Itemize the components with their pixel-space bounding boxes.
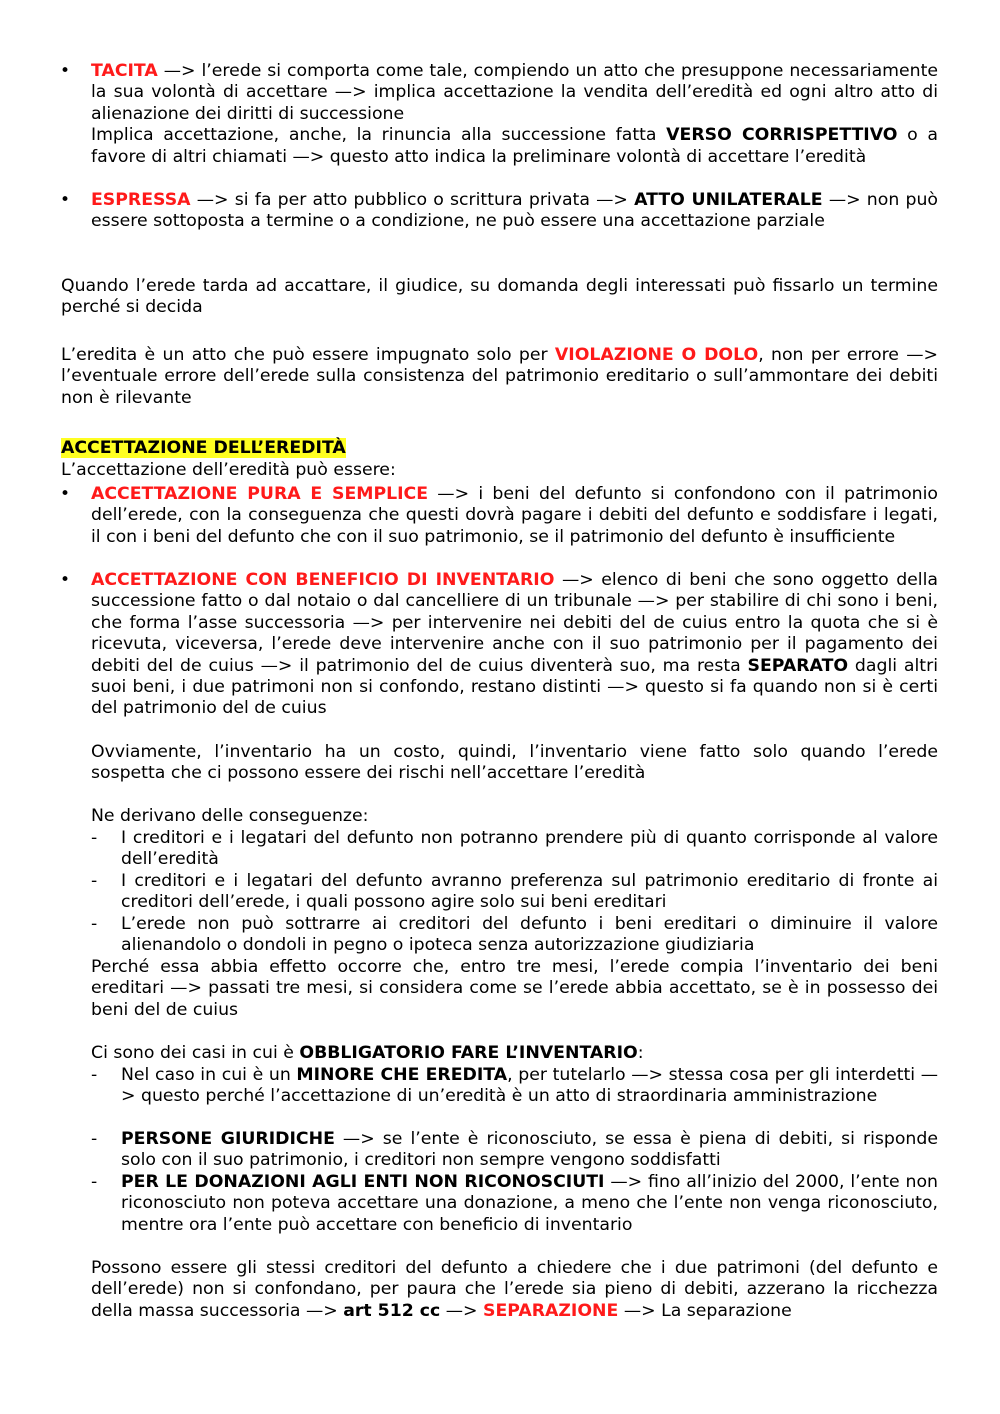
bullet: • [60, 61, 71, 81]
strong-minore: MINORE CHE EREDITA [296, 1065, 508, 1085]
bullet: • [60, 190, 71, 210]
paragraph-costo: Ovviamente, l’inventario ha un costo, quindi, l’inventario viene fatto solo quando l’erede sospetta che ci possono essere dei rischi nell’accettare l’eredità [91, 742, 938, 784]
impugnazione-text-2: , non per errore —> l’eventuale errore dell’erede sulla consistenza del patrimonio ereditario o sull’ammontare dei debiti non è rilevante [61, 345, 938, 408]
conseguenza-item: I creditori e i legatari del defunto non potranno prendere più di quanto corrisponde al valore dell’eredità [121, 828, 938, 870]
obbligatorio-item-donazioni [121, 1172, 938, 1236]
list-item-beneficio-inventario [91, 570, 938, 720]
dash-marker: - [91, 828, 98, 848]
term-separazione: SEPARAZIONE [483, 1300, 619, 1321]
bullet: • [60, 484, 71, 504]
dash-marker: - [91, 1129, 98, 1149]
conseguenza-item: I creditori e i legatari del defunto avranno preferenza sul patrimonio ereditario di fronte ai creditori dell’erede, i quali possono agire solo sui beni ereditari [121, 871, 938, 913]
separazione-arrow: —> [440, 1300, 484, 1321]
term-pura-semplice: ACCETTAZIONE PURA E SEMPLICE [91, 484, 429, 504]
dash-marker: - [91, 1065, 98, 1085]
tacita-text-2: Implica accettazione, anche, la rinuncia alla successione fatta [91, 125, 667, 146]
term-violazione-dolo: VIOLAZIONE O DOLO [554, 345, 759, 365]
persone-text: —> se l’ente è riconosciuto, se essa è piena di debiti, si risponde solo con il suo patrimonio, i creditori non sempre vengono soddisfatti [121, 1129, 938, 1171]
espressa-text-2: —> non può essere sottoposta a termine o a condizione, ne può essere una accettazione parziale [91, 190, 938, 232]
minore-text-2: , per tutelarlo —> stessa cosa per gli interdetti —> questo perché l’accettazione di un’eredità è un atto di straordinaria amministrazione [121, 1065, 938, 1107]
separazione-text-2: —> La separazione [618, 1300, 792, 1321]
dash-marker: - [91, 871, 98, 891]
bullet: • [60, 570, 71, 590]
heading-accettazione: ACCETTAZIONE DELL’EREDITÀ [61, 438, 346, 458]
strong-verso-corrispettivo: VERSO CORRISPETTIVO [666, 125, 898, 146]
term-beneficio-inventario: ACCETTAZIONE CON BENEFICIO DI INVENTARIO [91, 570, 555, 590]
term-espressa: ESPRESSA [91, 190, 191, 210]
minore-text: Nel caso in cui è un [121, 1065, 297, 1085]
obbligatorio-item-persone [121, 1129, 938, 1172]
paragraph-separazione [91, 1258, 938, 1322]
separazione-text: Possono essere gli stessi creditori del defunto a chiedere che i due patrimoni (del defunto e dell’erede) non si confondano, per paura che l’erede sia pieno di debiti, azzerano la ricchezza della massa successoria —> [91, 1258, 938, 1321]
obbligatorio-text: Ci sono dei casi in cui è [91, 1043, 300, 1063]
strong-donazioni: PER LE DONAZIONI AGLI ENTI NON RICONOSCIUTI [121, 1172, 605, 1192]
obbligatorio-item-minore [121, 1065, 938, 1108]
strong-atto-unilaterale: ATTO UNILATERALE [634, 190, 823, 210]
pura-text: —> i beni del defunto si confondono con il patrimonio dell’erede, con la conseguenza che questi dovrà pagare i debiti del defunto e soddisfare i legati, il con i beni del defunto che con il suo patrimonio, se il patrimonio del defunto è insufficiente [91, 484, 938, 547]
beneficio-text-2: dagli altri suoi beni, i due patrimoni non si confondo, restano distinti —> questo si fa quando non si è certi del patrimonio del de cuius [91, 655, 938, 719]
espressa-text: —> si fa per atto pubblico o scrittura privata —> [190, 190, 635, 210]
obbligatorio-colon: : [637, 1043, 644, 1063]
paragraph-tre-mesi: Perché essa abbia effetto occorre che, entro tre mesi, l’erede compia l’inventario dei beni ereditari —> passati tre mesi, si considera come se l’erede abbia accettato, se è in possesso dei beni del de cuius [91, 957, 938, 1020]
list-item-tacita [91, 61, 938, 168]
tacita-text-3: o a favore di altri chiamati —> questo atto indica la preliminare volontà di accettare l’eredità [91, 125, 939, 167]
impugnazione-text: L’eredita è un atto che può essere impugnato solo per [61, 345, 555, 365]
tacita-text: —> l’erede si comporta come tale, compiendo un atto che presuppone necessariamente la sua volontà di accettare —> implica accettazione la vendita dell’eredità ed ogni altro atto di alienazione dei diritti di successione [91, 61, 938, 124]
strong-obbligatorio: OBBLIGATORIO FARE L’INVENTARIO [299, 1043, 638, 1063]
list-item-espressa [91, 190, 938, 233]
obbligatorio-intro [91, 1043, 938, 1064]
conseguenze-intro: Ne derivano delle conseguenze: [91, 806, 369, 826]
strong-art-512: art 512 cc [343, 1300, 441, 1321]
dash-marker: - [91, 1172, 98, 1192]
strong-separato: SEPARATO [747, 655, 849, 676]
strong-persone-giuridiche: PERSONE GIURIDICHE [121, 1129, 335, 1149]
section-heading [61, 438, 938, 459]
beneficio-text: —> elenco di beni che sono oggetto della successione fatto o dal notaio o dal cancelliere di un tribunale —> per stabilire di chi sono i beni, che forma l’asse successoria —> per intervenire nei debiti del de cuius entro la quota che si è ricevuta, viceversa, l’erede deve intervenire anche con il suo patrimonio per il pagamento dei debiti del de cuius —> il patrimonio del de cuius diventerà suo, ma resta [91, 570, 938, 676]
dash-marker: - [91, 914, 98, 934]
donazioni-text: —> fino all’inizio del 2000, l’ente non riconosciuto non poteva accettare una donazione, a meno che l’ente non venga riconosciuto, mentre ora l’ente può accettare con beneficio di inventario [121, 1172, 938, 1235]
term-tacita: TACITA [91, 61, 158, 81]
intro-line: L’accettazione dell’eredità può essere: [61, 460, 396, 480]
conseguenza-item: L’erede non può sottrarre ai creditori del defunto i beni ereditari o diminuire il valore alienandolo o dondoli in pegno o ipoteca senza autorizzazione giudiziaria [121, 914, 938, 956]
list-item-pura-semplice [91, 484, 938, 548]
paragraph-termine: Quando l’erede tarda ad accattare, il giudice, su domanda degli interessati può fissarlo un termine perché si decida [61, 276, 938, 318]
paragraph-impugnazione [61, 345, 938, 409]
